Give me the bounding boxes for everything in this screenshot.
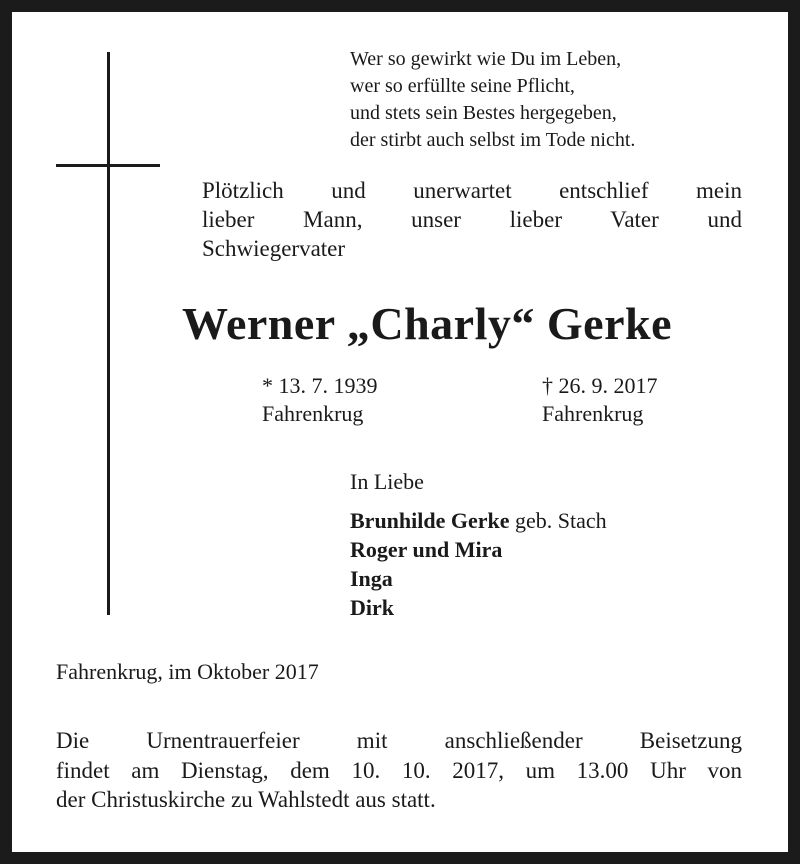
birth-info — [262, 372, 378, 428]
death-place: Fahrenkrug — [542, 401, 644, 426]
deceased-name: Werner „Charly“ Gerke — [182, 298, 672, 349]
family-member-suffix: geb. Stach — [509, 508, 607, 533]
death-info — [542, 372, 658, 428]
funeral-notice-line: der Christuskirche zu Wahlstedt aus statt. — [56, 787, 436, 812]
family-member-name: Roger und Mira — [350, 537, 503, 562]
place-date: Fahrenkrug, im Oktober 2017 — [56, 659, 319, 684]
family-member-name: Brunhilde Gerke — [350, 508, 510, 533]
poem-line: der stirbt auch selbst im Tode nicht. — [350, 129, 636, 151]
intro-text — [202, 176, 742, 263]
funeral-notice-line: Die Urnentrauerfeier mit anschließender Beisetzung — [56, 728, 742, 753]
cross-icon — [107, 52, 110, 615]
family-member-name: Inga — [350, 566, 393, 591]
poem — [350, 46, 635, 154]
intro-line: Schwiegervater — [202, 236, 346, 261]
family-member-name: Dirk — [350, 595, 394, 620]
funeral-notice-line: findet am Dienstag, dem 10. 10. 2017, um 13.00 Uhr von — [56, 757, 742, 783]
family-member — [350, 535, 607, 564]
family-member — [350, 593, 607, 622]
birth-place: Fahrenkrug — [262, 401, 364, 426]
birth-date: * 13. 7. 1939 — [262, 373, 378, 398]
family-list — [350, 506, 607, 622]
intro-line: Plötzlich und unerwartet entschlief mein — [202, 178, 742, 203]
family-member — [350, 564, 607, 593]
poem-line: wer so erfüllte seine Pflicht, — [350, 75, 575, 97]
obituary-card — [12, 12, 788, 852]
intro-line: lieber Mann, unser lieber Vater und — [202, 207, 742, 232]
cross-icon-bar — [56, 164, 160, 167]
in-love-label: In Liebe — [350, 469, 424, 494]
family-member — [350, 506, 607, 535]
death-date: † 26. 9. 2017 — [542, 373, 658, 398]
poem-line: und stets sein Bestes hergegeben, — [350, 102, 617, 124]
funeral-notice — [56, 726, 742, 815]
poem-line: Wer so gewirkt wie Du im Leben, — [350, 48, 622, 70]
